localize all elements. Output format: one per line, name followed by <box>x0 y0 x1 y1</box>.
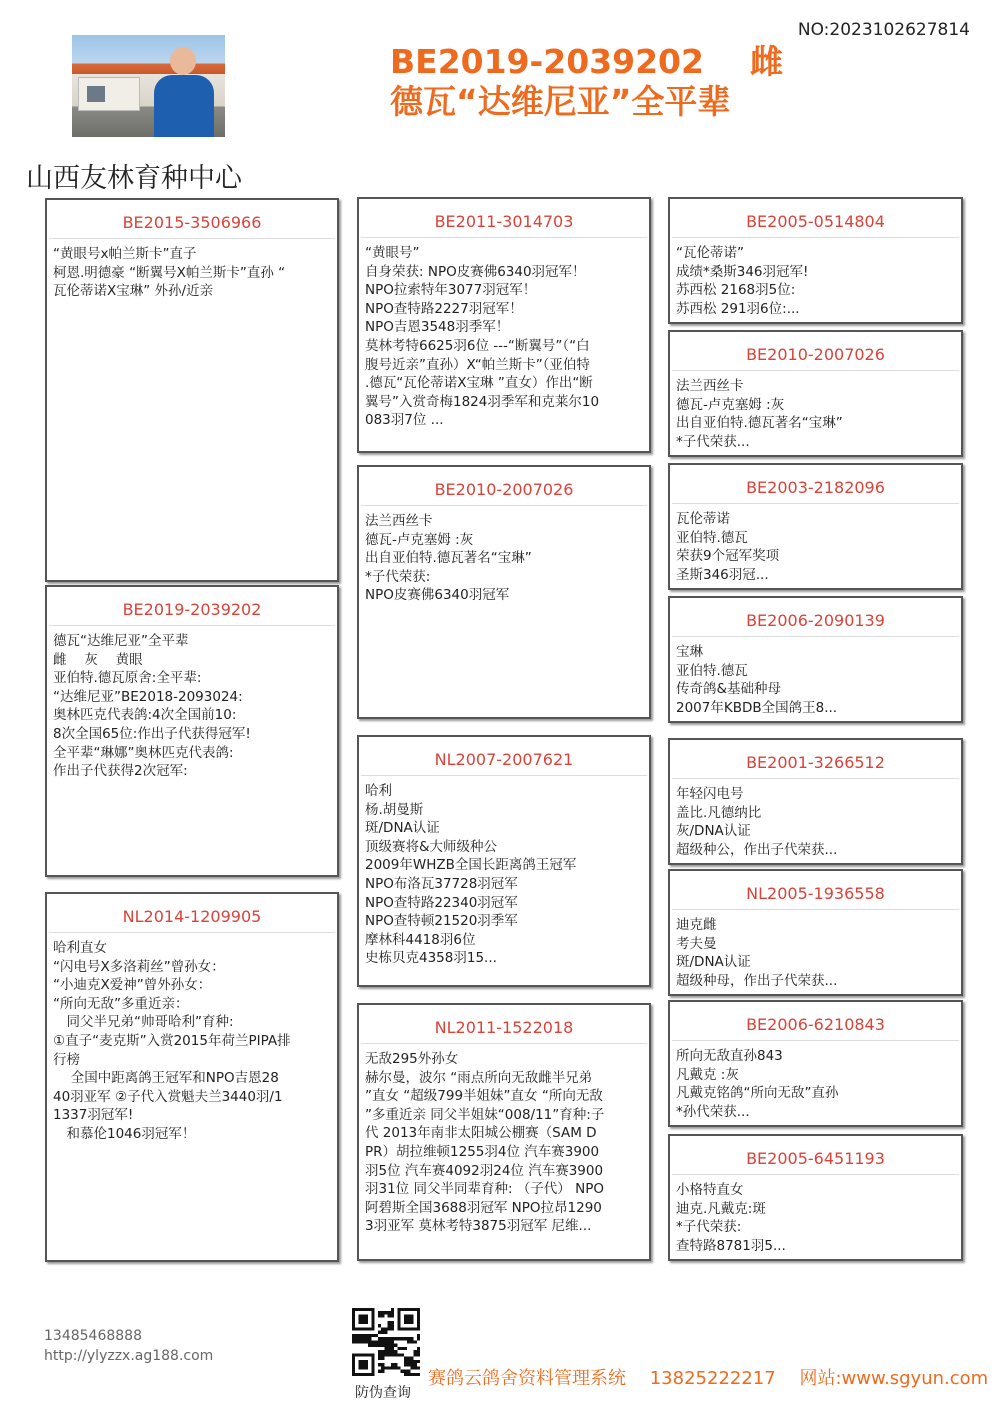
photo-loft-building <box>78 77 140 111</box>
card-detail-line: “达维尼亚”BE2018-2093024: <box>53 688 243 705</box>
title-sex: 雌 <box>749 42 783 81</box>
card-detail-line: 40羽亚军 ②子代入赏魁夫兰3440羽/1 <box>53 1088 283 1105</box>
card-detail-line: 行榜 <box>53 1051 80 1068</box>
card-detail-line: 亚伯特.德瓦 <box>676 662 748 679</box>
title-ring-number: BE2019-2039202 <box>390 42 704 81</box>
card-detail-line: 全平辈“琳娜”奥林匹克代表鸽: <box>53 744 234 761</box>
card-detail-line: NPO查特顿21520羽季军 <box>365 913 518 930</box>
card-detail-line: 杨.胡曼斯 <box>365 801 424 818</box>
card-details <box>670 238 961 318</box>
card-details <box>359 1044 649 1236</box>
pedigree-card-ssd <box>668 330 963 457</box>
card-detail-line: 传奇鸽&基础种母 <box>676 681 782 698</box>
card-detail-line: 法兰西丝卡 <box>676 378 744 394</box>
card-detail-line: 全国中距离鸽王冠军和NPO吉恩28 <box>53 1070 279 1087</box>
card-ring-number: NL2007-2007621 <box>361 737 647 776</box>
card-details <box>670 1041 961 1121</box>
card-details <box>47 933 337 1144</box>
contact-info <box>44 1326 213 1366</box>
contact-phone: 13485468888 <box>44 1328 142 1344</box>
card-detail-line: 成绩*桑斯346羽冠军! <box>676 263 809 280</box>
pedigree-card-dsd <box>668 869 963 996</box>
card-detail-line: 柯恩.明德豪 “断翼号X帕兰斯卡”直孙 “ <box>53 264 286 281</box>
card-detail-line: 圣斯346羽冠... <box>676 566 769 583</box>
pedigree-card-dam-dam <box>357 1003 651 1261</box>
pedigree-card-dds <box>668 1000 963 1127</box>
pedigree-card-sss <box>668 197 963 324</box>
pedigree-card-sdd <box>668 596 963 723</box>
card-detail-line: 德瓦-卢克塞姆 :灰 <box>365 531 474 548</box>
card-ring-number: BE2005-0514804 <box>672 199 959 238</box>
card-detail-line: 阿碧斯全国3688羽冠军 NPO拉昂1290 <box>365 1199 602 1216</box>
qr-code-icon[interactable] <box>352 1308 420 1376</box>
card-detail-line: NPO布洛瓦37728羽冠军 <box>365 875 518 892</box>
card-ring-number: BE2006-2090139 <box>672 598 959 637</box>
card-detail-line: 年轻闪电号 <box>676 786 744 802</box>
card-detail-line: 瓦伦蒂诺X宝琳” 外孙/近亲 <box>53 283 214 300</box>
card-detail-line: 无敌295外孙女 <box>365 1051 459 1067</box>
card-detail-line: 瓦伦蒂诺 <box>676 511 730 527</box>
card-detail-line: 自身荣获: NPO皮赛佛6340羽冠军！ <box>365 263 586 280</box>
card-ring-number: BE2015-3506966 <box>49 200 335 239</box>
card-details <box>670 779 961 859</box>
card-detail-line: 法兰西丝卡 <box>365 513 433 529</box>
card-detail-line: 苏西松 2168羽5位: <box>676 282 796 299</box>
document-number: NO:2023102627814 <box>797 20 970 40</box>
card-detail-line: 亚伯特.德瓦原舍:全平辈: <box>53 670 202 687</box>
card-detail-line: 和慕伦1046羽冠军！ <box>53 1125 196 1142</box>
card-detail-line: NPO吉恩3548羽季军！ <box>365 319 510 336</box>
card-detail-line: 苏西松 291羽6位:... <box>676 300 800 317</box>
card-details <box>670 504 961 584</box>
card-ring-number: NL2014-1209905 <box>49 894 335 933</box>
card-detail-line: 小格特直女 <box>676 1182 744 1198</box>
card-detail-line: 出自亚伯特.德瓦著名“宝琳” <box>676 415 843 432</box>
card-ring-number: BE2010-2007026 <box>361 467 647 506</box>
card-ring-number: BE2011-3014703 <box>361 199 647 238</box>
title-pigeon-name: 德瓦“达维尼亚”全平辈 <box>390 82 731 121</box>
card-detail-line: 雌 灰 黄眼 <box>53 651 143 668</box>
card-detail-line: 凡戴克铭鸽“所向无敌”直孙 <box>676 1085 839 1102</box>
card-detail-line: 羽31位 同父半同辈育种: （子代） NPO <box>365 1181 604 1198</box>
card-detail-line: ①直子“麦克斯”入赏2015年荷兰PIPA排 <box>53 1032 291 1049</box>
card-detail-line: *子代荣获: <box>365 568 431 585</box>
card-details <box>359 238 649 430</box>
card-details <box>47 626 337 781</box>
card-detail-line: 2009年WHZB全国长距离鸽王冠军 <box>365 857 577 874</box>
card-detail-line: 盖比.凡德纳比 <box>676 804 762 821</box>
card-detail-line: 赫尔曼，波尔 “雨点所向无敌雌半兄弟 <box>365 1069 593 1086</box>
card-detail-line: NPO拉索特年3077羽冠军！ <box>365 282 537 299</box>
card-detail-line: 1337羽冠军! <box>53 1107 134 1124</box>
card-detail-line: 3羽亚军 莫林考特3875羽冠军 尼维... <box>365 1218 592 1235</box>
card-detail-line: 顶级赛将&大师级种公 <box>365 838 498 855</box>
card-detail-line: 考夫曼 <box>676 935 717 952</box>
qr-label: 防伪查询 <box>355 1385 411 1401</box>
card-detail-line: 摩林科4418羽6位 <box>365 931 476 948</box>
card-details <box>670 1175 961 1255</box>
card-detail-line: 德瓦“达维尼亚”全平辈 <box>53 633 189 649</box>
card-detail-line: 超级种母，作出子代荣获... <box>676 972 838 989</box>
card-detail-line: 宝琳 <box>676 644 703 660</box>
pedigree-card-dam <box>45 892 339 1262</box>
footer-phone: 13825222217 <box>649 1368 776 1389</box>
card-detail-line: 斑/DNA认证 <box>676 954 751 971</box>
card-detail-line: 所向无敌直孙843 <box>676 1048 783 1064</box>
card-detail-line: *孙代荣获... <box>676 1103 750 1120</box>
pedigree-card-dss <box>668 738 963 865</box>
card-detail-line: 奥林匹克代表鸽:4次全国前10: <box>53 707 237 724</box>
card-details <box>359 506 649 605</box>
card-detail-line: PR）胡拉维顿1255羽4位 汽车赛3900 <box>365 1143 600 1160</box>
footer-system: 赛鸽云鸽舍资料管理系统 <box>428 1368 626 1389</box>
card-detail-line: 2007年KBDB全国鸽王8... <box>676 699 838 716</box>
pedigree-card-dam-sire <box>357 735 651 987</box>
card-detail-line: “小迪克X爱神”曾外孙女： <box>53 977 212 994</box>
card-detail-line: 作出子代获得2次冠军: <box>53 763 188 780</box>
card-ring-number: BE2001-3266512 <box>672 740 959 779</box>
card-details <box>670 910 961 990</box>
card-detail-line: “所向无敌”多重近亲： <box>53 995 189 1012</box>
pedigree-card-ddd <box>668 1134 963 1261</box>
card-detail-line: 迪克雌 <box>676 917 717 933</box>
card-ring-number: NL2011-1522018 <box>361 1005 647 1044</box>
breeder-photo <box>72 35 225 137</box>
pedigree-card-sire-dam <box>357 465 651 719</box>
card-detail-line: 荣获9个冠军奖项 <box>676 548 780 565</box>
card-detail-line: 8次全国65位:作出子代获得冠军! <box>53 725 251 742</box>
card-ring-number: BE2005-6451193 <box>672 1136 959 1175</box>
pedigree-card-subject <box>45 585 339 877</box>
card-detail-line: .德瓦“瓦伦蒂诺X宝琳 ”直女）作出“断 <box>365 375 593 392</box>
card-detail-line: 莫林考特6625羽6位 ---“断翼号”（“白 <box>365 337 590 354</box>
card-detail-line: 超级种公，作出子代荣获... <box>676 841 838 858</box>
footer <box>428 1364 1000 1390</box>
card-detail-line: “黄眼号” <box>365 245 420 261</box>
card-detail-line: “闪电号X多洛莉丝”曾孙女： <box>53 958 225 975</box>
card-details <box>359 776 649 968</box>
card-detail-line: “黄眼号x帕兰斯卡”直子 <box>53 246 197 262</box>
card-detail-line: ”多重近亲 同父半姐妹“008/11”育种:子 <box>365 1106 605 1123</box>
contact-url[interactable]: http://ylyzzx.ag188.com <box>44 1348 214 1364</box>
footer-site[interactable]: 网站:www.sgyun.com <box>799 1368 989 1389</box>
card-detail-line: 出自亚伯特.德瓦著名“宝琳” <box>365 550 532 567</box>
card-details <box>47 239 337 301</box>
card-detail-line: 凡戴克 :灰 <box>676 1066 739 1083</box>
pedigree-card-sire-sire <box>357 197 651 453</box>
card-detail-line: 德瓦-卢克塞姆 :灰 <box>676 396 785 413</box>
card-details <box>670 371 961 451</box>
photo-person-head <box>170 47 196 75</box>
card-detail-line: 083羽7位 ... <box>365 412 444 429</box>
card-ring-number: BE2006-6210843 <box>672 1002 959 1041</box>
card-detail-line: 史栋贝克4358羽15... <box>365 950 497 967</box>
loft-name: 山西友林育种中心 <box>26 163 242 194</box>
card-detail-line: *子代荣获: <box>676 1219 742 1236</box>
card-detail-line: 斑/DNA认证 <box>365 820 440 837</box>
pedigree-card-sds <box>668 463 963 590</box>
photo-person-body <box>154 75 214 137</box>
card-detail-line: “瓦伦蒂诺” <box>676 245 744 261</box>
card-detail-line: 代 2013年南非太阳城公棚赛（SAM D <box>365 1125 597 1142</box>
card-ring-number: BE2003-2182096 <box>672 465 959 504</box>
card-detail-line: 哈利直女 <box>53 940 107 956</box>
card-detail-line: ”直女 “超级799半姐妹”直女 “所向无敌 <box>365 1088 603 1105</box>
card-detail-line: NPO查特路22340羽冠军 <box>365 894 518 911</box>
card-detail-line: 亚伯特.德瓦 <box>676 529 748 546</box>
card-detail-line: NPO查特路2227羽冠军！ <box>365 300 523 317</box>
card-detail-line: 灰/DNA认证 <box>676 823 751 840</box>
card-detail-line: 查特路8781羽5... <box>676 1237 786 1254</box>
card-ring-number: BE2019-2039202 <box>49 587 335 626</box>
card-detail-line: 腹号近亲”直孙）X“帕兰斯卡”（亚伯特 <box>365 356 590 373</box>
card-detail-line: 同父半兄弟“帅哥哈利”育种: <box>53 1014 234 1031</box>
card-detail-line: 羽5位 汽车赛4092羽24位 汽车赛3900 <box>365 1162 604 1179</box>
card-detail-line: *子代荣获... <box>676 433 750 450</box>
card-ring-number: NL2005-1936558 <box>672 871 959 910</box>
pedigree-card-sire <box>45 198 339 582</box>
card-detail-line: 迪克.凡戴克:斑 <box>676 1200 766 1217</box>
card-ring-number: BE2010-2007026 <box>672 332 959 371</box>
pigeon-title <box>390 42 783 122</box>
card-details <box>670 637 961 717</box>
card-detail-line: NPO皮赛佛6340羽冠军 <box>365 587 510 604</box>
card-detail-line: 哈利 <box>365 783 392 799</box>
card-detail-line: 翼号”入赏奇梅1824羽季军和克莱尔10 <box>365 393 600 410</box>
